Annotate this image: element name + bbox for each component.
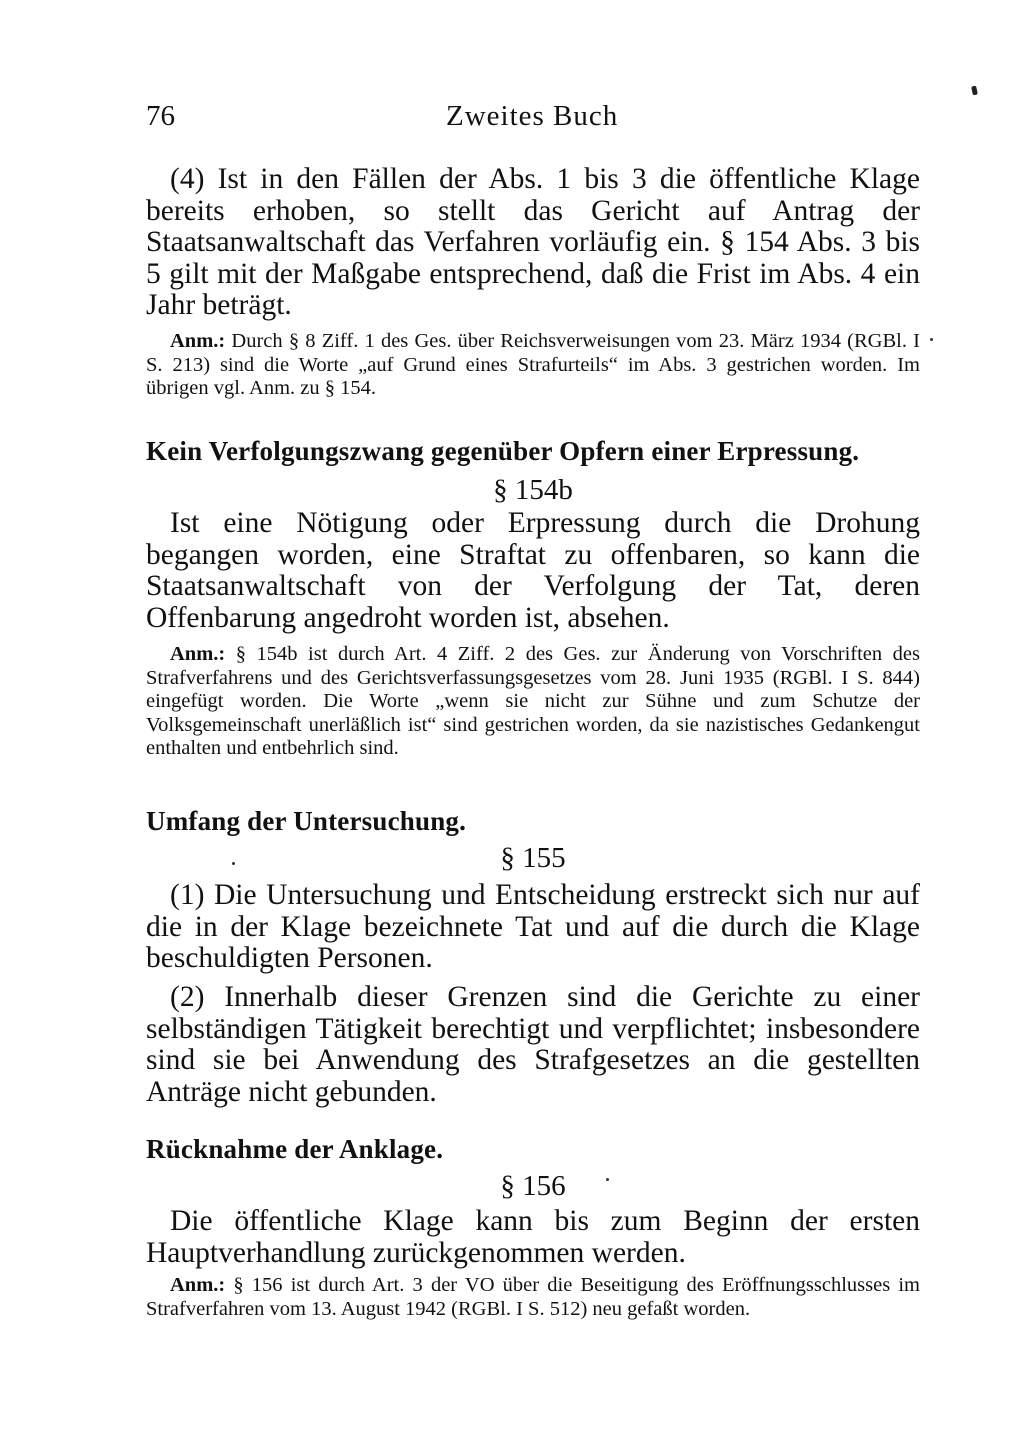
section-155-paragraph-1 <box>146 880 920 975</box>
section-154b-number: § 154b <box>493 474 573 506</box>
section-156-number: § 156 <box>500 1170 566 1202</box>
section-154b-number-block <box>146 474 920 507</box>
section-156-heading: Rücknahme der Anklage. <box>146 1134 444 1164</box>
annotation-label: Anm.: <box>170 1274 226 1296</box>
ink-dot <box>930 338 933 341</box>
running-head: Zweites Buch <box>446 100 619 132</box>
section-156-annotation-text <box>146 1274 920 1321</box>
section-156-number-block <box>146 1170 920 1203</box>
annotation-block <box>146 330 920 401</box>
section-155-heading: Umfang der Untersuchung. <box>146 806 467 836</box>
section-154b-heading-block <box>146 436 920 467</box>
section-154b-body <box>146 508 920 634</box>
paragraph-4 <box>146 164 920 322</box>
section-154b-annotation <box>146 643 920 761</box>
section-156-heading-block <box>146 1134 920 1165</box>
ink-mark <box>971 86 978 96</box>
annotation-label: Anm.: <box>170 643 226 665</box>
section-154b-heading: Kein Verfolgungszwang gegenüber Opfern einer Erpressung. <box>146 436 860 466</box>
annotation-body: Durch § 8 Ziff. 1 des Ges. über Reichsverweisungen vom 23. März 1934 (RGBl. I S. 213) sind die Worte „auf Grund eines Strafurteils“ im Abs. 3 gestrichen worden. Im übrigen vgl. Anm. zu § 154. <box>146 330 920 399</box>
section-156-annotation <box>146 1274 920 1321</box>
section-154b-annotation-text <box>146 643 920 761</box>
paragraph-4-text: (4) Ist in den Fällen der Abs. 1 bis 3 die öffentliche Klage bereits erhoben, so stellt das Gericht auf Antrag der Staatsanwaltschaft das Verfahren vorläufig ein. § 154 Abs. 3 bis 5 gilt mit der Maßgabe entsprechend, daß die Frist im Abs. 4 ein Jahr beträgt. <box>146 163 920 321</box>
section-155-number-block <box>146 842 920 875</box>
section-154b-text: Ist eine Nötigung oder Erpressung durch die Drohung begangen worden, eine Straftat zu offenbaren, so kann die Staatsanwaltschaft von der Verfolgung der Tat, deren Offenbarung angedroht worden ist, absehen. <box>146 507 920 634</box>
section-156-text: Die öffentliche Klage kann bis zum Beginn der ersten Hauptverhandlung zurückgenommen werden. <box>146 1205 920 1269</box>
page-number: 76 <box>146 100 175 132</box>
section-156-body <box>146 1206 920 1269</box>
annotation-label: Anm.: <box>170 330 226 352</box>
section-155-p1-text: (1) Die Untersuchung und Entscheidung erstreckt sich nur auf die in der Klage bezeichnete Tat und auf die durch die Klage beschuldigten Personen. <box>146 879 920 974</box>
page-header <box>146 100 920 140</box>
section-155-p2-text: (2) Innerhalb dieser Grenzen sind die Gerichte zu einer selbständigen Tätigkeit berechtigt und verpflichtet; insbesondere sind sie bei Anwendung des Strafgesetzes an die gestellten Anträge nicht gebunden. <box>146 981 920 1108</box>
annotation-body: § 154b ist durch Art. 4 Ziff. 2 des Ges. zur Änderung von Vorschriften des Strafverfahrens und des Gerichtsverfassungsgesetzes vom 28. Juni 1935 (RGBl. I S. 844) eingefügt worden. Die Worte „wenn sie nicht zur Sühne und zum Schutze der Volksgemeinschaft unerläßlich ist“ sind gestrichen worden, da sie nazistisches Gedankengut enthalten und entbehrlich sind. <box>146 643 920 759</box>
annotation-body: § 156 ist durch Art. 3 der VO über die Beseitigung des Eröffnungsschlusses im Strafverfahren vom 13. August 1942 (RGBl. I S. 512) neu gefaßt worden. <box>146 1274 920 1320</box>
annotation-text <box>146 330 920 401</box>
section-155-heading-block <box>146 806 920 837</box>
section-155-paragraph-2 <box>146 982 920 1108</box>
section-155-number: § 155 <box>500 842 566 874</box>
